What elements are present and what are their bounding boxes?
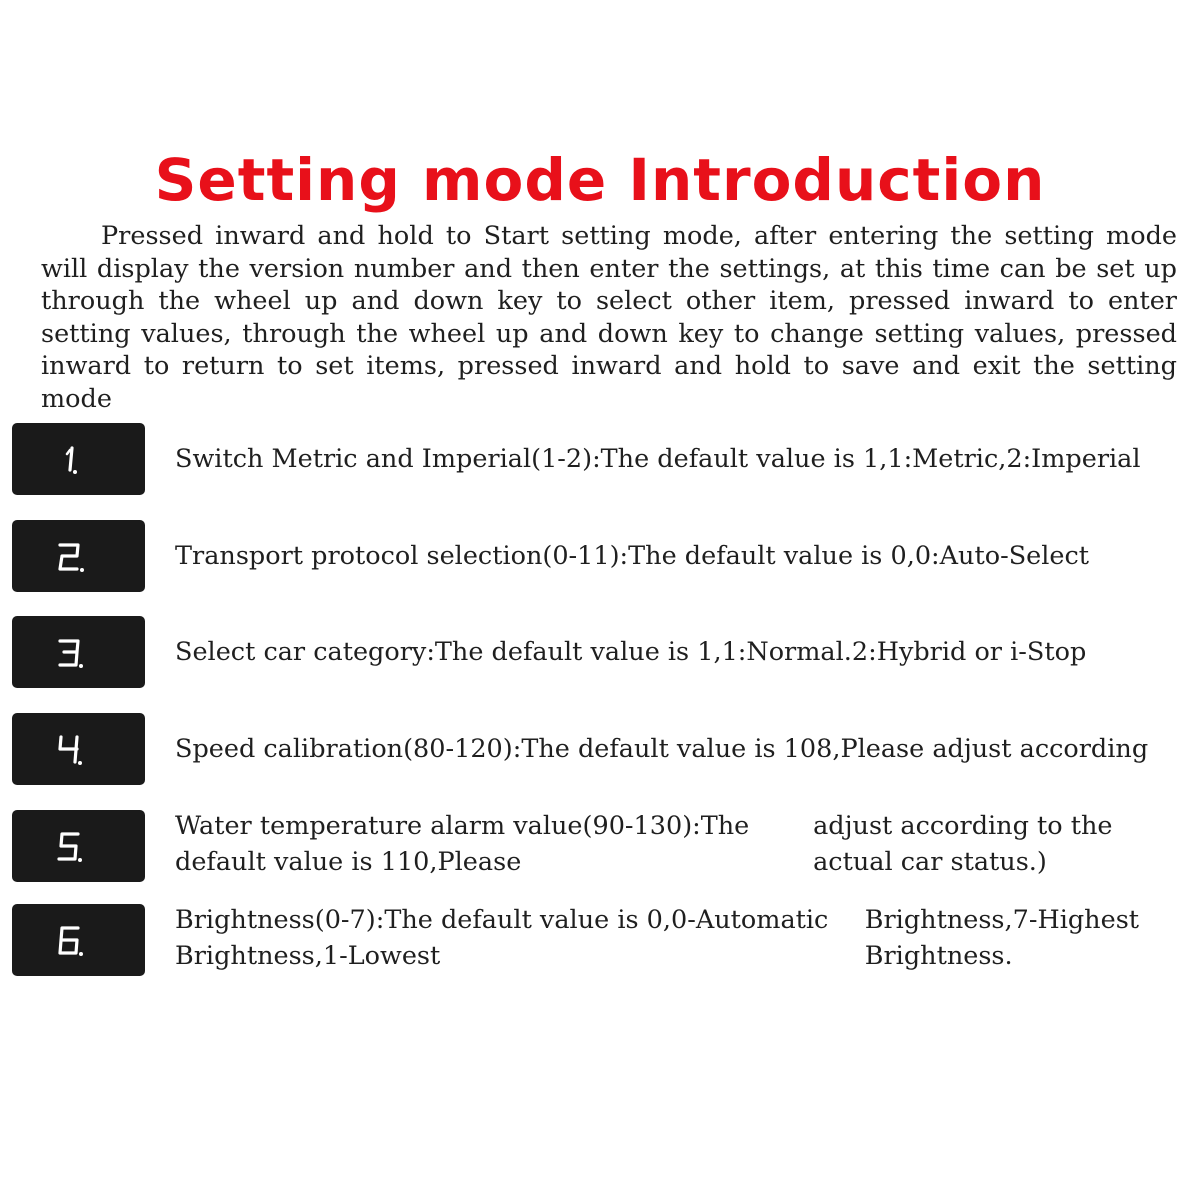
digit-1-icon — [52, 442, 90, 480]
item-text: Transport protocol selection(0-11):The default value is 0,0:Auto-Select — [175, 541, 1090, 571]
page-title: Setting mode Introduction — [154, 146, 1046, 214]
setting-item-3 — [12, 616, 1188, 688]
number-badge — [12, 520, 145, 592]
digit-3-icon — [52, 635, 90, 673]
item-text: Select car category:The default value is 1,1:Normal.2:Hybrid or i-Stop — [175, 637, 1087, 667]
setting-item-5 — [12, 810, 1188, 882]
number-badge — [12, 423, 145, 495]
item-text: Speed calibration(80-120):The default value is 108,Please adjust according — [175, 734, 1149, 764]
item-text — [175, 808, 1185, 880]
item-text-line: adjust according to the actual car status.) — [813, 811, 1113, 877]
item-text — [175, 902, 1185, 974]
digit-6-icon — [52, 923, 90, 961]
setting-item-4 — [12, 713, 1188, 785]
item-text: Switch Metric and Imperial(1-2):The default value is 1,1:Metric,2:Imperial — [175, 444, 1141, 474]
item-text-line: Water temperature alarm value(90-130):The default value is 110,Please — [175, 811, 750, 877]
number-badge — [12, 904, 145, 976]
item-text-line: Brightness,7-Highest Brightness. — [864, 905, 1140, 971]
number-badge — [12, 810, 145, 882]
number-badge — [12, 616, 145, 688]
intro-paragraph: Pressed inward and hold to Start setting mode, after entering the setting mode will display the version number and then enter the settings, at this time can be set up through the wheel up and down key to select other item, pressed inward to enter setting values, through the wheel up and down key to change setting values, pressed inward to return to set items, pressed inward and hold to save and exit the setting mode — [41, 221, 1177, 414]
number-badge — [12, 713, 145, 785]
digit-5-icon — [52, 829, 90, 867]
item-text-line: Brightness(0-7):The default value is 0,0-Automatic Brightness,1-Lowest — [175, 905, 829, 971]
setting-item-6 — [12, 904, 1188, 976]
digit-4-icon — [52, 732, 90, 770]
digit-2-icon — [52, 539, 90, 577]
setting-item-2 — [12, 520, 1188, 592]
setting-item-1 — [12, 423, 1188, 495]
